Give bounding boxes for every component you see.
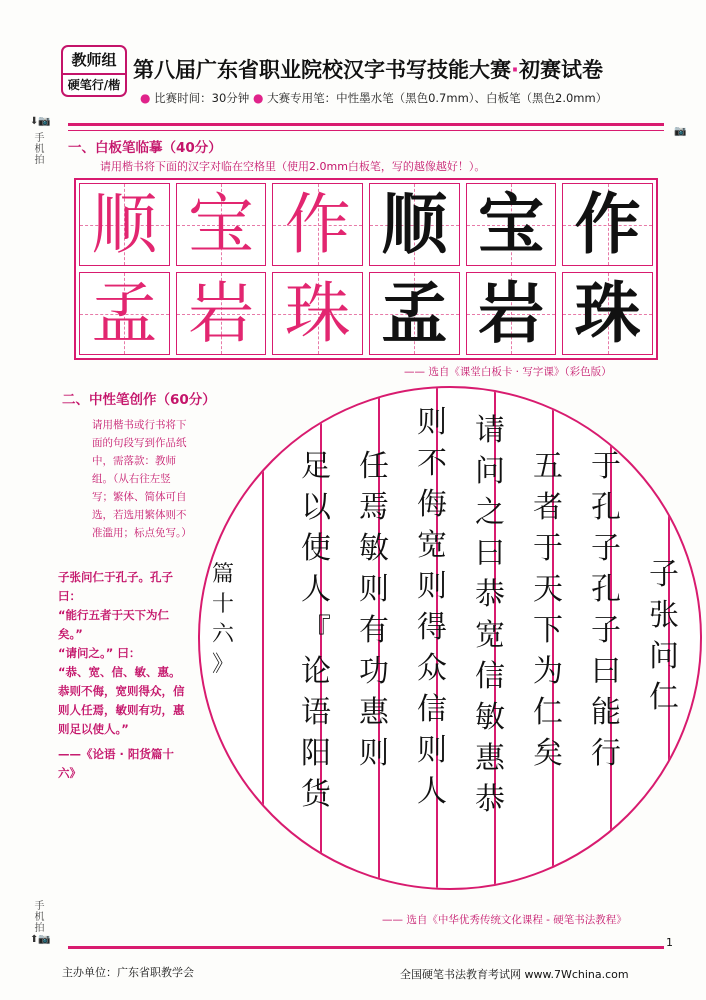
section1-source: —— 选自《课堂白板卡 · 写字课》（彩色版） xyxy=(404,366,612,378)
handwritten-char: 五 xyxy=(533,449,563,484)
signature-char: 六 xyxy=(211,622,234,647)
text-column xyxy=(348,446,400,774)
handwritten-char: 语 xyxy=(301,695,331,730)
handwritten-char: 有 xyxy=(359,613,389,648)
handwritten-char: 则 xyxy=(417,733,447,768)
handwritten-char: 人 xyxy=(417,774,447,809)
phone-label-top: 手机拍 xyxy=(32,132,43,165)
handwritten-char: 问 xyxy=(649,639,679,674)
handwritten-char: 问 xyxy=(475,454,505,489)
passage-line: “能行五者于天下为仁矣。” xyxy=(58,608,170,641)
grid-cell[interactable] xyxy=(369,183,460,266)
handwritten-char: 能 xyxy=(591,695,621,730)
handwritten-char: 则 xyxy=(417,405,447,440)
model-char: 岩 xyxy=(187,274,254,352)
handwritten-char: 人 xyxy=(301,572,331,607)
phone-label-bottom: 手机拍 xyxy=(32,900,43,933)
badge-group-label: 教师组 xyxy=(63,47,125,75)
bullet-icon: ● xyxy=(140,91,151,105)
footer-divider xyxy=(68,946,664,949)
handwritten-char: 张 xyxy=(649,598,679,633)
handwritten-char: 仁 xyxy=(649,680,679,715)
text-column xyxy=(638,554,690,718)
handwritten-char: 者 xyxy=(533,490,563,525)
copy-char: 孟 xyxy=(381,274,448,352)
handwritten-char: 恭 xyxy=(475,782,505,817)
page-number: 1 xyxy=(666,936,673,949)
handwritten-char: 曰 xyxy=(591,654,621,689)
grid-cell[interactable] xyxy=(466,183,557,266)
handwritten-char: 得 xyxy=(417,610,447,645)
passage-line: “请问之。” 曰： xyxy=(58,646,141,660)
handwritten-char: 众 xyxy=(417,651,447,686)
handwritten-char: 请 xyxy=(475,413,505,448)
handwritten-char: 敏 xyxy=(475,700,505,735)
camera-icon: ⬆📷 xyxy=(30,934,51,945)
handwritten-char: 惠 xyxy=(359,695,389,730)
handwritten-char: 之 xyxy=(475,495,505,530)
handwritten-char: 子 xyxy=(591,531,621,566)
passage-line: 子张问仁于孔子。孔子曰： xyxy=(58,570,173,603)
grid-cell[interactable] xyxy=(176,183,267,266)
grid-cell[interactable] xyxy=(369,272,460,355)
copy-char: 顺 xyxy=(381,185,448,263)
camera-icon: 📷 xyxy=(674,126,687,137)
website: 全国硬笔书法教育考试网 www.7Wchina.com xyxy=(400,968,629,981)
handwritten-char: 行 xyxy=(591,736,621,771)
camera-icon: ⬇📷 xyxy=(30,116,51,127)
model-char: 作 xyxy=(284,185,351,263)
grid-cell[interactable] xyxy=(562,183,653,266)
handwritten-char: 不 xyxy=(417,446,447,481)
badge-category-label: 硬笔行/楷 xyxy=(67,78,121,92)
signature-char: 》 xyxy=(211,652,234,677)
text-column xyxy=(406,402,458,812)
handwritten-char: 为 xyxy=(533,654,563,689)
exam-pen: 大赛专用笔：中性墨水笔（黑色0.7mm）、白板笔（黑色2.0mm） xyxy=(267,91,608,105)
grid-cell[interactable] xyxy=(272,272,363,355)
handwritten-char: 足 xyxy=(301,449,331,484)
signature-char: 篇 xyxy=(211,562,234,587)
handwritten-char: 仁 xyxy=(533,695,563,730)
signature-char: 十 xyxy=(211,592,234,617)
text-column xyxy=(580,446,632,774)
passage-line: “恭、宽、信、敏、惠。恭则不侮，宽则得众，信则人任焉，敏则有功，惠则足以使人。” xyxy=(58,665,185,736)
signature-column xyxy=(208,560,238,680)
copy-char: 岩 xyxy=(477,274,544,352)
handwritten-char: 宽 xyxy=(475,618,505,653)
grid-cell[interactable] xyxy=(176,272,267,355)
bullet-icon: ● xyxy=(252,91,264,105)
handwritten-char: 天 xyxy=(533,572,563,607)
header-divider xyxy=(68,123,664,126)
exam-info xyxy=(140,90,607,106)
copy-char: 宝 xyxy=(477,185,544,263)
handwritten-char: 以 xyxy=(301,490,331,525)
handwritten-char: 孔 xyxy=(591,490,621,525)
grid-cell[interactable] xyxy=(272,183,363,266)
handwritten-char: 信 xyxy=(475,659,505,694)
grid-cell[interactable] xyxy=(79,183,170,266)
group-badge xyxy=(61,45,127,97)
handwritten-char: 任 xyxy=(359,449,389,484)
handwritten-char: 货 xyxy=(301,777,331,812)
handwritten-char: 矣 xyxy=(533,736,563,771)
section2-title: 二、中性笔创作（60分） xyxy=(62,392,216,408)
handwritten-char: 功 xyxy=(359,654,389,689)
handwritten-char: 于 xyxy=(591,449,621,484)
column-rule xyxy=(262,388,264,888)
section2-instruction: 请用楷书或行书将下面的句段写到作品纸中，需落款：教师组。（从右往左竖写；繁体、简体可自选，若选用繁体则不准滥用；标点免写。） xyxy=(92,419,192,539)
text-column xyxy=(522,446,574,774)
handwritten-char: 『 xyxy=(301,613,331,648)
model-char: 孟 xyxy=(91,274,158,352)
copy-char: 作 xyxy=(574,185,641,263)
grid-cell[interactable] xyxy=(79,272,170,355)
model-char: 珠 xyxy=(284,274,351,352)
handwritten-char: 论 xyxy=(301,654,331,689)
title-end: 初赛试卷 xyxy=(518,58,603,82)
section1-title: 一、白板笔临摹（40分） xyxy=(68,140,222,156)
handwritten-char: 信 xyxy=(417,692,447,727)
handwritten-char: 于 xyxy=(533,531,563,566)
title-main: 第八届广东省职业院校汉字书写技能大赛 xyxy=(133,58,511,82)
text-column xyxy=(464,410,516,820)
text-column xyxy=(290,446,342,815)
handwritten-char: 焉 xyxy=(359,490,389,525)
handwritten-char: 阳 xyxy=(301,736,331,771)
handwritten-char: 孔 xyxy=(591,572,621,607)
section1-instruction: 请用楷书将下面的汉字对临在空格里（使用2.0mm白板笔，写的越像越好！）。 xyxy=(100,160,486,173)
handwritten-char: 则 xyxy=(359,572,389,607)
model-char: 宝 xyxy=(187,185,254,263)
handwritten-char: 则 xyxy=(359,736,389,771)
grid-cell[interactable] xyxy=(562,272,653,355)
mizi-grid xyxy=(74,178,658,360)
handwritten-char: 子 xyxy=(591,613,621,648)
handwritten-char: 宽 xyxy=(417,528,447,563)
title-dot: · xyxy=(511,58,519,82)
passage-source: ——《论语 · 阳货篇十六》 xyxy=(58,747,174,780)
source-passage xyxy=(58,568,188,783)
handwritten-char: 则 xyxy=(417,569,447,604)
circular-writing-sheet[interactable] xyxy=(198,386,702,890)
grid-cell[interactable] xyxy=(466,272,557,355)
handwritten-char: 下 xyxy=(533,613,563,648)
exam-time: 比赛时间：30分钟 xyxy=(154,91,250,105)
header-divider-thin xyxy=(68,130,664,131)
handwritten-char: 侮 xyxy=(417,487,447,522)
section2-source: —— 选自《中华优秀传统文化课程 - 硬笔书法教程》 xyxy=(382,914,627,926)
model-char: 顺 xyxy=(91,185,158,263)
handwritten-char: 曰 xyxy=(475,536,505,571)
handwritten-char: 使 xyxy=(301,531,331,566)
handwritten-char: 恭 xyxy=(475,577,505,612)
handwritten-char: 敏 xyxy=(359,531,389,566)
page-title xyxy=(133,54,603,84)
copy-char: 珠 xyxy=(574,274,641,352)
handwritten-char: 子 xyxy=(649,557,679,592)
organizer: 主办单位：广东省职教学会 xyxy=(62,966,194,979)
handwritten-char: 惠 xyxy=(475,741,505,776)
